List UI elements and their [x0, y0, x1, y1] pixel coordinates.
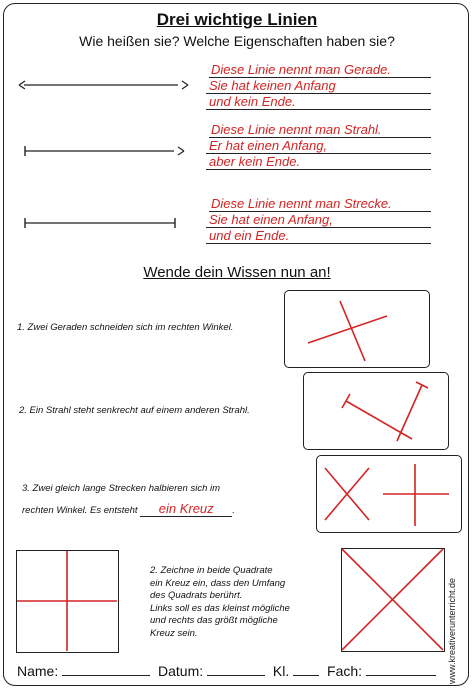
website-credit: www.kreativerunterricht.de: [447, 577, 457, 684]
task-3-box: [316, 455, 462, 533]
gerade-drawing: [18, 78, 193, 92]
line2-answer-2: Er hat einen Anfang,: [209, 138, 328, 153]
name-field[interactable]: [62, 663, 150, 676]
answer-rule: [206, 169, 431, 170]
task-4-text: 2. Zeichne in beide Quadrate ein Kreuz ein, dass den Umfang des Quadrats berührt. Links soll es das kleinst mögliche und rechts das größt mögliche Kreuz sein.: [150, 565, 290, 639]
perpendicular-rays-drawing: [304, 373, 450, 451]
line3-answer-1: Diese Linie nennt man Strecke.: [211, 196, 392, 211]
kl-label: Kl.: [272, 663, 290, 679]
answer-rule: [206, 109, 431, 110]
line3-answer-2: Sie hat einen Anfang,: [209, 212, 333, 227]
task-3-text-line2: rechten Winkel. Es entsteht ein Kreuz .: [22, 501, 235, 516]
kl-field[interactable]: [293, 663, 319, 676]
fach-field[interactable]: [366, 663, 436, 676]
datum-field[interactable]: [207, 663, 265, 676]
fach-label: Fach:: [327, 663, 363, 679]
line3-answer-3: und ein Ende.: [209, 228, 290, 243]
line1-answer-2: Sie hat keinen Anfang: [209, 78, 336, 93]
small-cross-drawing: [17, 551, 117, 651]
footer: [17, 663, 436, 679]
page-subtitle: Wie heißen sie? Welche Eigenschaften haben sie?: [79, 33, 395, 49]
strahl-drawing: [24, 144, 194, 158]
square-smallest-cross: [16, 550, 119, 653]
line1-answer-3: und kein Ende.: [209, 94, 296, 109]
line2-answer-1: Diese Linie nennt man Strahl.: [211, 122, 382, 137]
task-3-text-line1: 3. Zwei gleich lange Strecken halbieren sich im: [22, 483, 221, 494]
strecke-drawing: [24, 216, 184, 230]
datum-label: Datum:: [158, 663, 204, 679]
square-largest-cross: [341, 548, 445, 652]
line2-answer-3: aber kein Ende.: [209, 154, 301, 169]
name-label: Name:: [17, 663, 59, 679]
task-1-box: [284, 290, 430, 368]
answer-rule: [206, 243, 431, 244]
page-title: Drei wichtige Linien: [156, 10, 318, 29]
task-2-box: [303, 372, 449, 450]
task-1-text: 1. Zwei Geraden schneiden sich im rechten Winkel.: [17, 322, 234, 333]
apply-heading: Wende dein Wissen nun an!: [143, 264, 331, 281]
task-3-answer: ein Kreuz: [158, 501, 214, 516]
crosses-drawing: [317, 456, 463, 534]
task-2-text: 2. Ein Strahl steht senkrecht auf einem anderen Strahl.: [19, 405, 250, 416]
perpendicular-lines-drawing: [285, 291, 431, 369]
large-cross-drawing: [342, 549, 443, 650]
line1-answer-1: Diese Linie nennt man Gerade.: [211, 62, 391, 77]
